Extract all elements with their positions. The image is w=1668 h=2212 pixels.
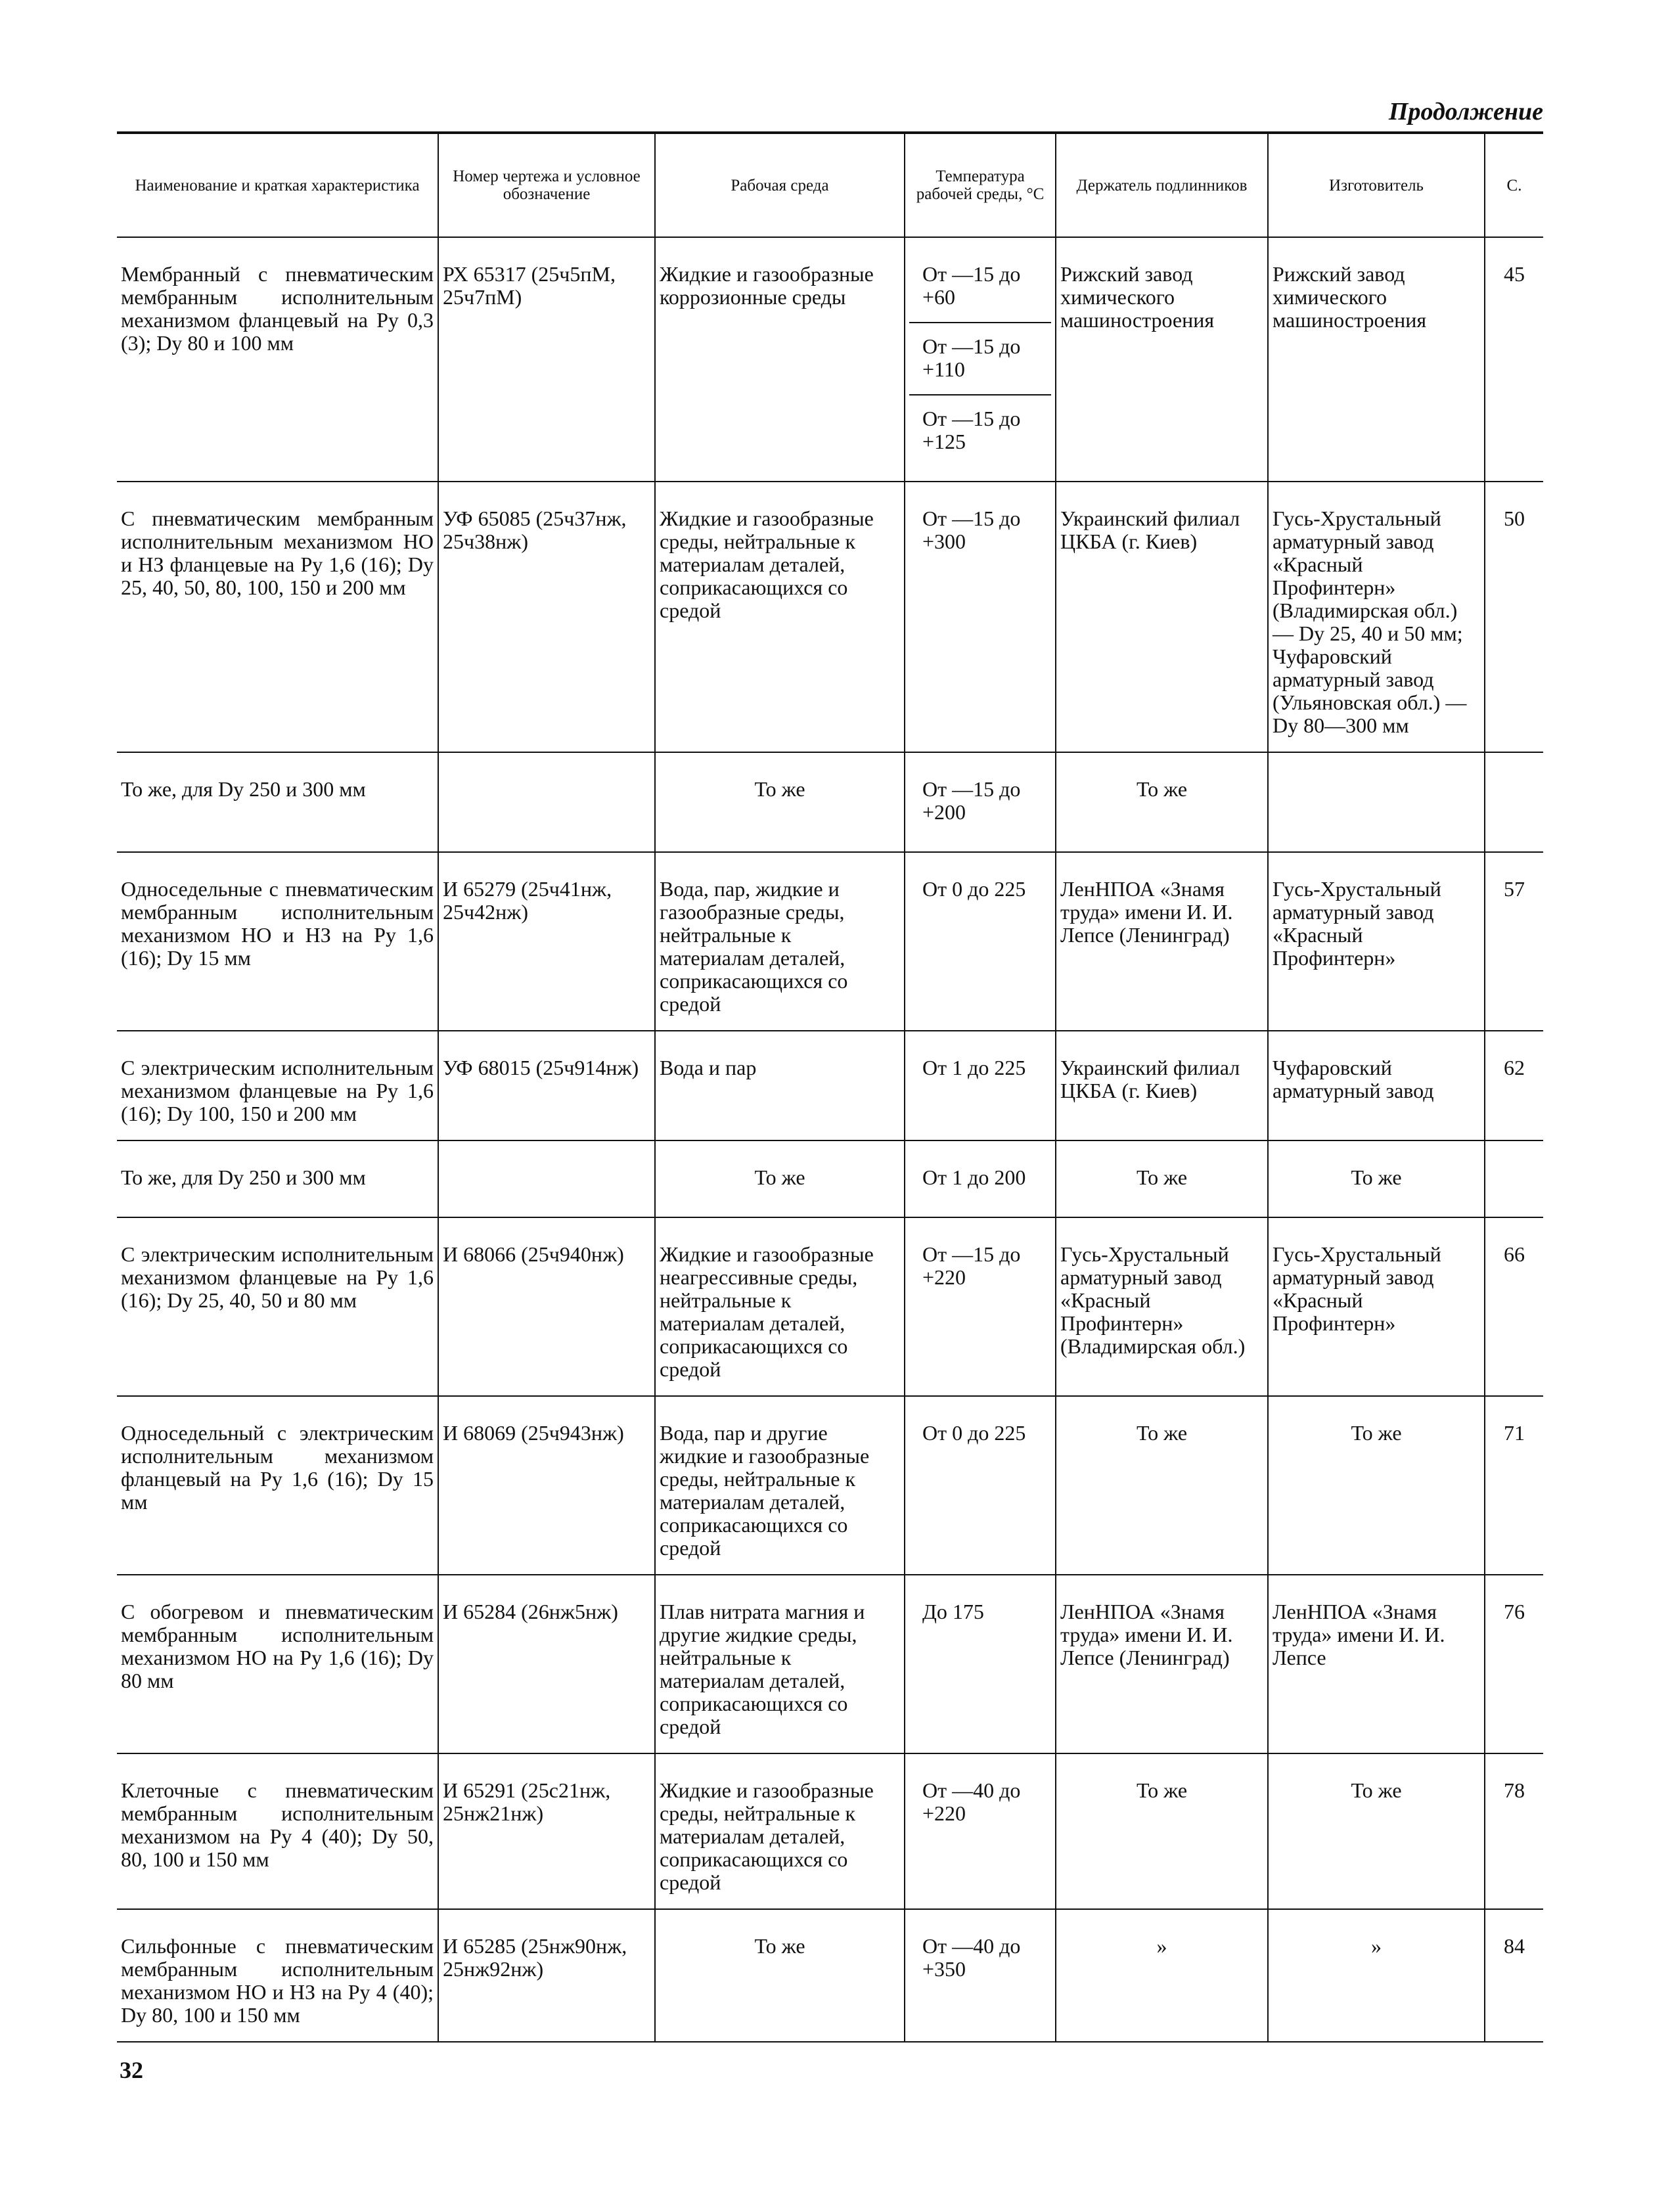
holder-cell: ЛенНПОА «Знамя труда» имени И. И. Лепсе (Ленинград) [1056, 1575, 1268, 1753]
table-row [117, 1140, 1543, 1217]
name-cell: С обогревом и пневматическим мембранным исполнительным механизмом НО на Ру 1,6 (16); Dу 80 мм [117, 1575, 438, 1753]
page-cell: 50 [1485, 482, 1543, 752]
temperature-range: От —15 до +300 [922, 507, 1021, 553]
table-row [117, 1575, 1543, 1753]
table-row [117, 1396, 1543, 1575]
page-cell [1485, 1140, 1543, 1217]
temperature-cell [905, 237, 1056, 482]
name-cell: То же, для Dу 250 и 300 мм [117, 752, 438, 852]
drawing-cell: И 65279 (25ч41нж, 25ч42нж) [438, 852, 655, 1031]
maker-cell: » [1268, 1909, 1485, 2042]
holder-cell: То же [1056, 1396, 1268, 1575]
medium-cell: То же [655, 1909, 905, 2042]
col-header-medium: Рабочая среда [655, 133, 905, 237]
continuation-label: Продолжение [1388, 98, 1543, 125]
medium-cell: То же [655, 1140, 905, 1217]
temperature-cell [905, 1031, 1056, 1140]
drawing-cell: УФ 65085 (25ч37нж, 25ч38нж) [438, 482, 655, 752]
holder-cell: То же [1056, 752, 1268, 852]
page-cell: 84 [1485, 1909, 1543, 2042]
temperature-range: От —15 до +220 [922, 1242, 1021, 1289]
name-cell: Односедельные с пневматическим мембранным исполнительным механизмом НО и НЗ на Ру 1,6 (16); Dу 15 мм [117, 852, 438, 1031]
page-cell: 78 [1485, 1753, 1543, 1909]
col-header-page: С. [1485, 133, 1543, 237]
temperature-range: От —15 до +110 [909, 322, 1051, 394]
medium-cell: Вода и пар [655, 1031, 905, 1140]
drawing-cell [438, 1140, 655, 1217]
temperature-range: От 1 до 225 [922, 1056, 1026, 1079]
name-cell: Мембранный с пневматическим мембранным исполнительным механизмом фланцевый на Ру 0,3 (3); Dу 80 и 100 мм [117, 237, 438, 482]
page-cell [1485, 752, 1543, 852]
medium-cell: Жидкие и газообразные среды, нейтральные к материалам деталей, соприкасающихся со средой [655, 1753, 905, 1909]
page-cell: 45 [1485, 237, 1543, 482]
temperature-cell [905, 1753, 1056, 1909]
temperature-cell [905, 1217, 1056, 1396]
name-cell: Сильфонные с пневматическим мембранным исполнительным механизмом НО и НЗ на Ру 4 (40); Dу 80, 100 и 150 мм [117, 1909, 438, 2042]
table-row [117, 237, 1543, 482]
table-row [117, 1909, 1543, 2042]
drawing-cell: И 65284 (26нж5нж) [438, 1575, 655, 1753]
col-header-temperature: Температура рабочей среды, °С [905, 133, 1056, 237]
col-header-name: Наименование и краткая характеристика [117, 133, 438, 237]
temperature-range: До 175 [922, 1600, 984, 1623]
temperature-cell [905, 1575, 1056, 1753]
page-cell: 57 [1485, 852, 1543, 1031]
table-row [117, 852, 1543, 1031]
medium-cell: То же [655, 752, 905, 852]
medium-cell: Жидкие и газообразные коррозионные среды [655, 237, 905, 482]
maker-cell: Рижский завод химического машиностроения [1268, 237, 1485, 482]
holder-cell: То же [1056, 1140, 1268, 1217]
drawing-cell: И 68069 (25ч943нж) [438, 1396, 655, 1575]
temperature-range: От 1 до 200 [922, 1165, 1026, 1189]
name-cell: То же, для Dу 250 и 300 мм [117, 1140, 438, 1217]
maker-cell: Гусь-Хрустальный арматурный завод «Красный Профинтерн» [1268, 852, 1485, 1031]
table-row [117, 1217, 1543, 1396]
temperature-range: От —40 до +220 [922, 1778, 1021, 1825]
temperature-range: От 0 до 225 [922, 877, 1026, 901]
drawing-cell: РХ 65317 (25ч5пМ, 25ч7пМ) [438, 237, 655, 482]
table-row [117, 752, 1543, 852]
page-cell: 62 [1485, 1031, 1543, 1140]
table-row [117, 1031, 1543, 1140]
page-number: 32 [120, 2057, 143, 2083]
maker-cell: Гусь-Хрустальный арматурный завод «Красный Профинтерн» (Владимирская обл.) — Dу 25, 40 и 50 мм; Чуфаровский арматурный завод (Ульяновская обл.) — Dу 80—300 мм [1268, 482, 1485, 752]
header-row [117, 133, 1543, 237]
name-cell: Односедельный с электрическим исполнительным механизмом фланцевый на Ру 1,6 (16); Dу 15 мм [117, 1396, 438, 1575]
holder-cell: Рижский завод химического машиностроения [1056, 237, 1268, 482]
page-cell: 76 [1485, 1575, 1543, 1753]
holder-cell: Украинский филиал ЦКБА (г. Киев) [1056, 482, 1268, 752]
maker-cell: ЛенНПОА «Знамя труда» имени И. И. Лепсе [1268, 1575, 1485, 1753]
name-cell: Клеточные с пневматическим мембранным исполнительным механизмом на Ру 4 (40); Dу 50, 80, 100 и 150 мм [117, 1753, 438, 1909]
name-cell: С пневматическим мембранным исполнительным механизмом НО и НЗ фланцевые на Ру 1,6 (16); Dу 25, 40, 50, 80, 100, 150 и 200 мм [117, 482, 438, 752]
maker-cell [1268, 752, 1485, 852]
name-cell: С электрическим исполнительным механизмом фланцевые на Ру 1,6 (16); Dу 25, 40, 50 и 80 мм [117, 1217, 438, 1396]
drawing-cell [438, 752, 655, 852]
medium-cell: Жидкие и газообразные среды, нейтральные к материалам деталей, соприкасающихся со средой [655, 482, 905, 752]
maker-cell: Гусь-Хрустальный арматурный завод «Красный Профинтерн» [1268, 1217, 1485, 1396]
col-header-drawing: Номер чертежа и условное обозначение [438, 133, 655, 237]
maker-cell: То же [1268, 1753, 1485, 1909]
temperature-range: От 0 до 225 [922, 1421, 1026, 1445]
temperature-cell [905, 1396, 1056, 1575]
col-header-maker: Изготовитель [1268, 133, 1485, 237]
maker-cell: То же [1268, 1140, 1485, 1217]
holder-cell: То же [1056, 1753, 1268, 1909]
table-row [117, 1753, 1543, 1909]
medium-cell: Вода, пар и другие жидкие и газообразные среды, нейтральные к материалам деталей, соприкасающихся со средой [655, 1396, 905, 1575]
temperature-range: От —15 до +200 [922, 777, 1021, 824]
drawing-cell: И 65285 (25нж90нж, 25нж92нж) [438, 1909, 655, 2042]
holder-cell: ЛенНПОА «Знамя труда» имени И. И. Лепсе (Ленинград) [1056, 852, 1268, 1031]
page-cell: 66 [1485, 1217, 1543, 1396]
page-cell: 71 [1485, 1396, 1543, 1575]
holder-cell: Гусь-Хрустальный арматурный завод «Красный Профинтерн» (Владимирская обл.) [1056, 1217, 1268, 1396]
temperature-cell [905, 1140, 1056, 1217]
temperature-cell [905, 1909, 1056, 2042]
medium-cell: Плав нитрата магния и другие жидкие среды, нейтральные к материалам деталей, соприкасающихся со средой [655, 1575, 905, 1753]
table-row [117, 482, 1543, 752]
medium-cell: Жидкие и газообразные неагрессивные среды, нейтральные к материалам деталей, соприкасающихся со средой [655, 1217, 905, 1396]
drawing-cell: УФ 68015 (25ч914нж) [438, 1031, 655, 1140]
holder-cell: » [1056, 1909, 1268, 2042]
table-body [117, 237, 1543, 2042]
temperature-range: От —15 до +125 [909, 394, 1051, 466]
name-cell: С электрическим исполнительным механизмом фланцевые на Ру 1,6 (16); Dу 100, 150 и 200 мм [117, 1031, 438, 1140]
temperature-cell [905, 752, 1056, 852]
drawing-cell: И 68066 (25ч940нж) [438, 1217, 655, 1396]
col-header-holder: Держатель подлинников [1056, 133, 1268, 237]
temperature-cell [905, 482, 1056, 752]
maker-cell: То же [1268, 1396, 1485, 1575]
medium-cell: Вода, пар, жидкие и газообразные среды, нейтральные к материалам деталей, соприкасающихся со средой [655, 852, 905, 1031]
temperature-range: От —15 до +60 [922, 262, 1021, 309]
valves-table [117, 131, 1543, 2043]
drawing-cell: И 65291 (25с21нж, 25нж21нж) [438, 1753, 655, 1909]
holder-cell: Украинский филиал ЦКБА (г. Киев) [1056, 1031, 1268, 1140]
temperature-cell [905, 852, 1056, 1031]
temperature-range: От —40 до +350 [922, 1934, 1021, 1981]
maker-cell: Чуфаровский арматурный завод [1268, 1031, 1485, 1140]
